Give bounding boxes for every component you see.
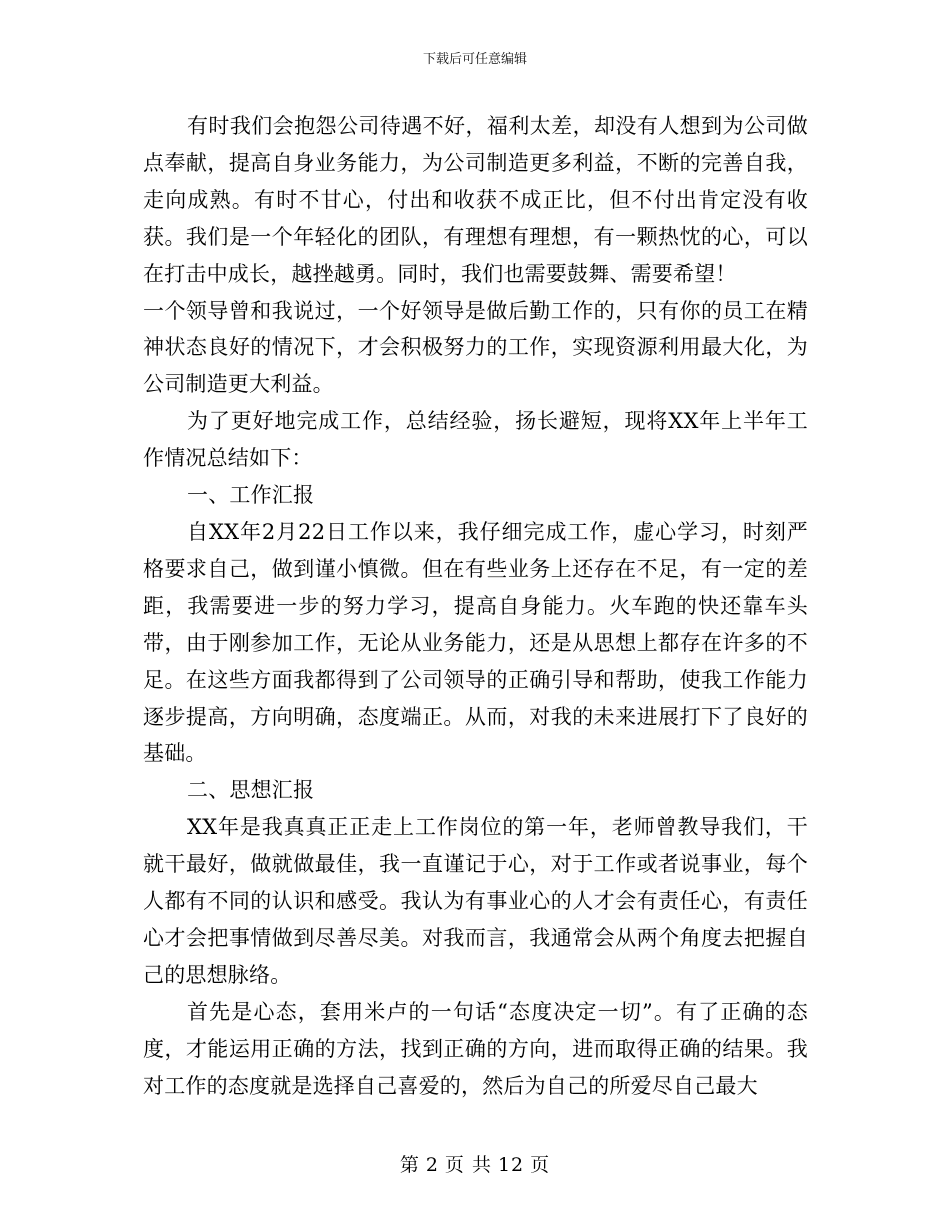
document-body	[143, 108, 808, 1104]
page-footer	[0, 1153, 950, 1177]
footer-middle: 页 共	[444, 1154, 492, 1176]
paragraph-thought-report: XX年是我真真正正走上工作岗位的第一年，老师曾教导我们，干就干最好，做就做最佳，我一直谨记于心，对于工作或者说事业，每个人都有不同的认识和感受。我认为有事业心的人才会有责任心，有责任心才会把事情做到尽善尽美。对我而言，我通常会从两个角度去把握自己的思想脉络。	[143, 815, 808, 987]
paragraph-attitude: 首先是心态，套用米卢的一句话“态度决定一切”。有了正确的态度，才能运用正确的方法，找到正确的方向，进而取得正确的结果。我对工作的态度就是选择自己喜爱的，然后为自己的所爱尽自己最大	[143, 999, 808, 1098]
footer-prefix: 第	[399, 1154, 420, 1176]
footer-suffix: 页	[530, 1154, 551, 1176]
page-header-note: 下载后可任意编辑	[422, 52, 527, 67]
paragraph-work-report: 自XX年2月22日工作以来，我仔细完成工作，虚心学习，时刻严格要求自己，做到谨小慎微。但在有些业务上还存在不足，有一定的差距，我需要进一步的努力学习，提高自身能力。火车跑的快还靠车头带，由于刚参加工作，无论从业务能力，还是从思想上都存在许多的不足。在这些方面我都得到了公司领导的正确引导和帮助，使我工作能力逐步提高，方向明确，态度端正。从而，对我的未来进展打下了良好的基础。	[143, 519, 808, 766]
footer-current-page: 2	[425, 1154, 439, 1176]
section-heading-work-report: 一、工作汇报	[187, 483, 315, 508]
paragraph-intro-summary: 为了更好地完成工作，总结经验，扬长避短，现将XX年上半年工作情况总结如下：	[143, 409, 808, 471]
section-heading-thought-report: 二、思想汇报	[187, 778, 315, 803]
paragraph-leadership: 一个领导曾和我说过，一个好领导是做后勤工作的，只有你的员工在精神状态良好的情况下，才会积极努力的工作，实现资源利用最大化，为公司制造更大利益。	[143, 298, 808, 397]
footer-total-pages: 12	[497, 1154, 525, 1176]
paragraph-complaints: 有时我们会抱怨公司待遇不好，福利太差，却没有人想到为公司做点奉献，提高自身业务能力，为公司制造更多利益，不断的完善自我，走向成熟。有时不甘心，付出和收获不成正比，但不付出肯定没有收获。我们是一个年轻化的团队，有理想有理想，有一颗热忱的心，可以在打击中成长，越挫越勇。同时，我们也需要鼓舞、需要希望！	[143, 114, 808, 286]
